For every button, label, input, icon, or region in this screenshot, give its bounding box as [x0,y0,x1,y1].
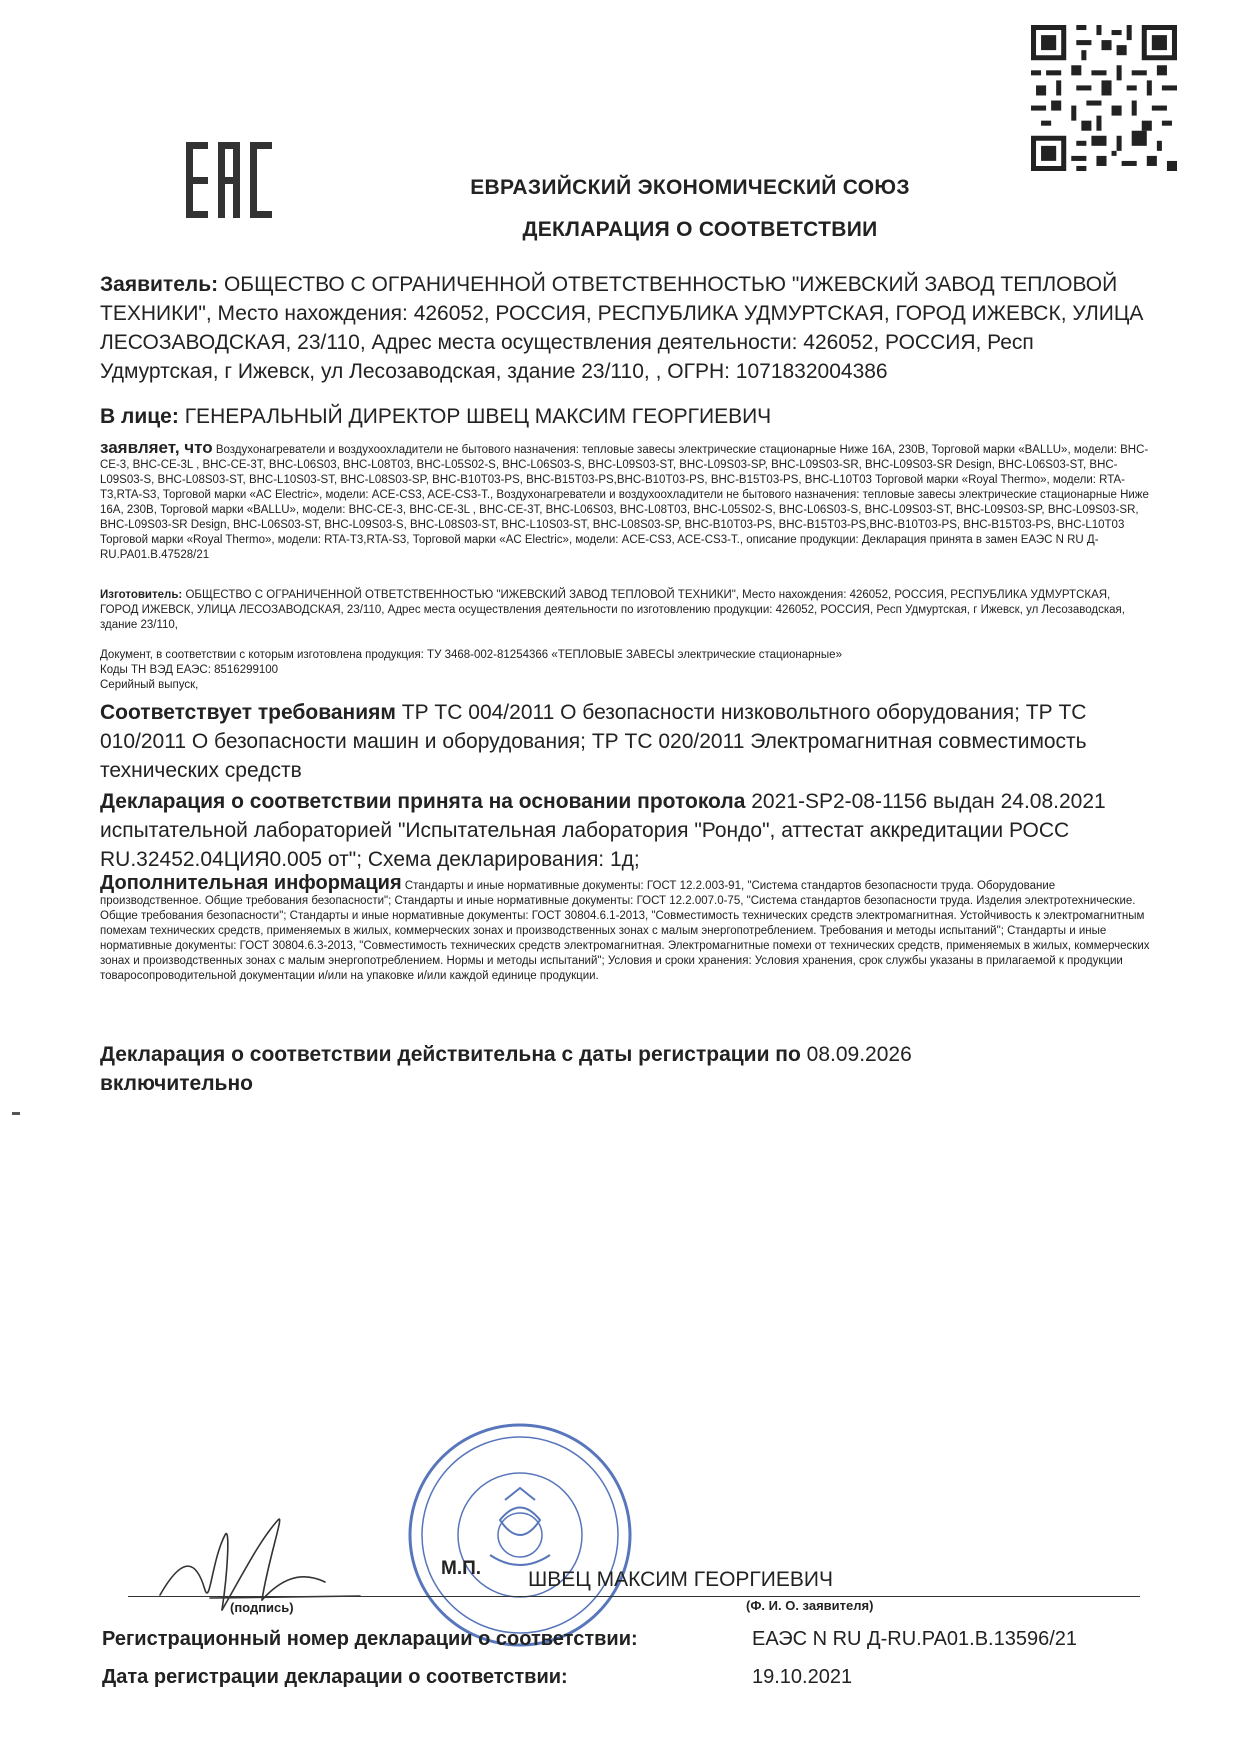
scan-speck [12,1112,20,1115]
applicant-label: Заявитель: [100,273,219,296]
basis-section [100,787,1150,874]
basis-label: Декларация о соответствии принята на основании протокола [100,790,746,813]
validity-date: 08.09.2026 [806,1043,912,1066]
signer-name: ШВЕЦ МАКСИМ ГЕОРГИЕВИЧ [528,1568,834,1591]
conforms-text: ТР ТС 004/2011 О безопасности низковольтного оборудования; ТР ТС 010/2011 О безопасности машин и оборудования; ТР ТС 020/2011 Электромагнитная совместимость технических средств [100,701,1087,782]
document-line: Документ, в соответствии с которым изготовлена продукция: ТУ 3468-002-81254366 «ТЕПЛОВЫЕ ЗАВЕСЫ электрические стационарные» [100,649,842,661]
additional-text: Стандарты и иные нормативные документы: ГОСТ 12.2.003-91, "Система стандартов безопасности труда. Оборудование производственное. Общие требования безопасности"; Стандарты и иные нормативные документы: ГОСТ 12.2.007.0-75, "Система стандартов безопасности труда. Изделия электротехнические. Общие требования безопасности"; Стандарты и иные нормативные документы: ГОСТ 30804.6.1-2013, "Совместимость технических средств электромагнитная. Устойчивость к электромагнитным помехам технических средств, применяемых в жилых, коммерческих зонах и производственных зонах с малым энергопотреблением. Требования и методы испытаний"; Стандарты и иные нормативные документы: ГОСТ 30804.6.3-2013, "Совместимость технических средств электромагнитная. Электромагнитные помехи от технических средств, применяемых в жилых, коммерческих зонах и производственных зонах с малым энергопотреблением. Нормы и методы испытаний"; Условия и сроки хранения: Условия хранения, срок службы указаны в прилагаемой к продукции товаросопроводительной документации и/или на упаковке и/или каждой единице продукции. [100,880,1150,982]
person-text: ГЕНЕРАЛЬНЫЙ ДИРЕКТОР ШВЕЦ МАКСИМ ГЕОРГИЕВИЧ [184,405,772,428]
registration-date-label: Дата регистрации декларации о соответствии: [102,1666,568,1688]
registration-date-value: 19.10.2021 [752,1666,853,1688]
validity-section [100,1040,1150,1098]
serial-line: Серийный выпуск, [100,679,199,691]
manufacturer-label: Изготовитель: [100,589,183,601]
applicant-section [100,270,1150,386]
manufacturer-section [100,588,1150,633]
applicant-text: ОБЩЕСТВО С ОГРАНИЧЕННОЙ ОТВЕТСТВЕННОСТЬЮ "ИЖЕВСКИЙ ЗАВОД ТЕПЛОВОЙ ТЕХНИКИ", Место нахождения: 426052, РОССИЯ, РЕСПУБЛИКА УДМУРТСКАЯ, ГОРОД ИЖЕВСК, УЛИЦА ЛЕСОЗАВОДСКАЯ, 23/110, Адрес места осуществления деятельности: 426052, РОССИЯ, Респ Удмуртская, г Ижевск, ул Лесозаводская, здание 23/110, , ОГРН: 1071832004386 [100,273,1144,383]
fio-caption: (Ф. И. О. заявителя) [746,1598,874,1613]
conforms-label: Соответствует требованиям [100,701,396,724]
eac-logo [186,140,276,220]
validity-label: Декларация о соответствии действительна с даты регистрации по [100,1043,801,1066]
handwritten-signature [150,1500,450,1620]
signature-caption: (подпись) [230,1600,294,1615]
person-label: В лице: [100,405,179,428]
validity-suffix: включительно [100,1072,253,1095]
registration-number-value: ЕАЭС N RU Д-RU.PA01.B.13596/21 [752,1628,1078,1650]
additional-section [100,872,1150,984]
codes-line: Коды ТН ВЭД ЕАЭС: 8516299100 [100,664,279,676]
declares-label: заявляет, что [100,438,213,457]
person-section [100,402,1150,431]
conforms-section [100,698,1150,785]
document-title: ДЕКЛАРАЦИЯ О СООТВЕТСТВИИ [522,218,878,241]
basis-text: 2021-SP2-08-1156 выдан 24.08.2021 испытательной лабораторией "Испытательная лаборатория "Рондо", аттестат аккредитации РОСС RU.32452.04ЦИЯ0.005 от"; Схема декларирования: 1д; [100,790,1106,871]
additional-label: Дополнительная информация [100,872,402,894]
declares-text: Воздухонагреватели и воздухоохладители не бытового назначения: тепловые завесы электрические стационарные Ниже 16А, 230В, Торговой марки «BALLU», модели: BHC-CE-3, BHC-CE-3L , BHC-CE-3T, BHC-L06S03, BHC-L08T03, BHC-L05S02-S, BHC-L06S03-S, BHC-L09S03-ST, BHC-L09S03-SP, BHC-L09S03-SR, BHC-L09S03-SR Design, BHC-L06S03-ST, BHC-L09S03-S, BHC-L08S03-ST, BHC-L10S03-ST, BHC-L08S03-SP, BHC-B10T03-PS, BHC-B15T03-PS,BHC-B10T03-PS, BHC-B15T03-PS, BHC-L10T03 Торговой марки «Royal Thermo», модели: RTA-T3,RTA-S3, Торговой марки «AC Electric», модели: ACE-CS3, ACE-CS3-T., Воздухонагреватели и воздухоохладители не бытового назначения: тепловые завесы электрические стационарные Ниже 16А, 230В, Торговой марки «BALLU», модели: BHC-CE-3, BHC-CE-3L , BHC-CE-3T, BHC-L06S03, BHC-L08T03, BHC-L05S02-S, BHC-L06S03-S, BHC-L09S03-ST, BHC-L09S03-SP, BHC-L09S03-SR, BHC-L09S03-SR Design, BHC-L06S03-ST, BHC-L09S03-S, BHC-L08S03-ST, BHC-L10S03-ST, BHC-L08S03-SP, BHC-B10T03-PS, BHC-B15T03-PS,BHC-B10T03-PS, BHC-B15T03-PS, BHC-L10T03 Торговой марки «Royal Thermo», модели: RTA-T3,RTA-S3, Торговой марки «AC Electric», модели: ACE-CS3, ACE-CS3-T., описание продукции: Декларация принята в замен ЕАЭС N RU Д-RU.PA01.B.47528/21 [100,444,1149,561]
registration-number-label: Регистрационный номер декларации о соответствии: [102,1628,638,1650]
qr-code [1031,25,1177,171]
signature-line [128,1596,1140,1597]
declares-section [100,440,1150,563]
manufacturer-text: ОБЩЕСТВО С ОГРАНИЧЕННОЙ ОТВЕТСТВЕННОСТЬЮ "ИЖЕВСКИЙ ЗАВОД ТЕПЛОВОЙ ТЕХНИКИ", Место нахождения: 426052, РОССИЯ, РЕСПУБЛИКА УДМУРТСКАЯ, ГОРОД ИЖЕВСК, УЛИЦА ЛЕСОЗАВОДСКАЯ, 23/110, Адрес места осуществления деятельности по изготовлению продукции: 426052, РОССИЯ, Респ Удмуртская, г Ижевск, ул Лесозаводская, здание 23/110, [100,589,1125,631]
seal-place-label: М.П. [441,1558,482,1579]
union-heading: ЕВРАЗИЙСКИЙ ЭКОНОМИЧЕСКИЙ СОЮЗ [470,176,910,199]
